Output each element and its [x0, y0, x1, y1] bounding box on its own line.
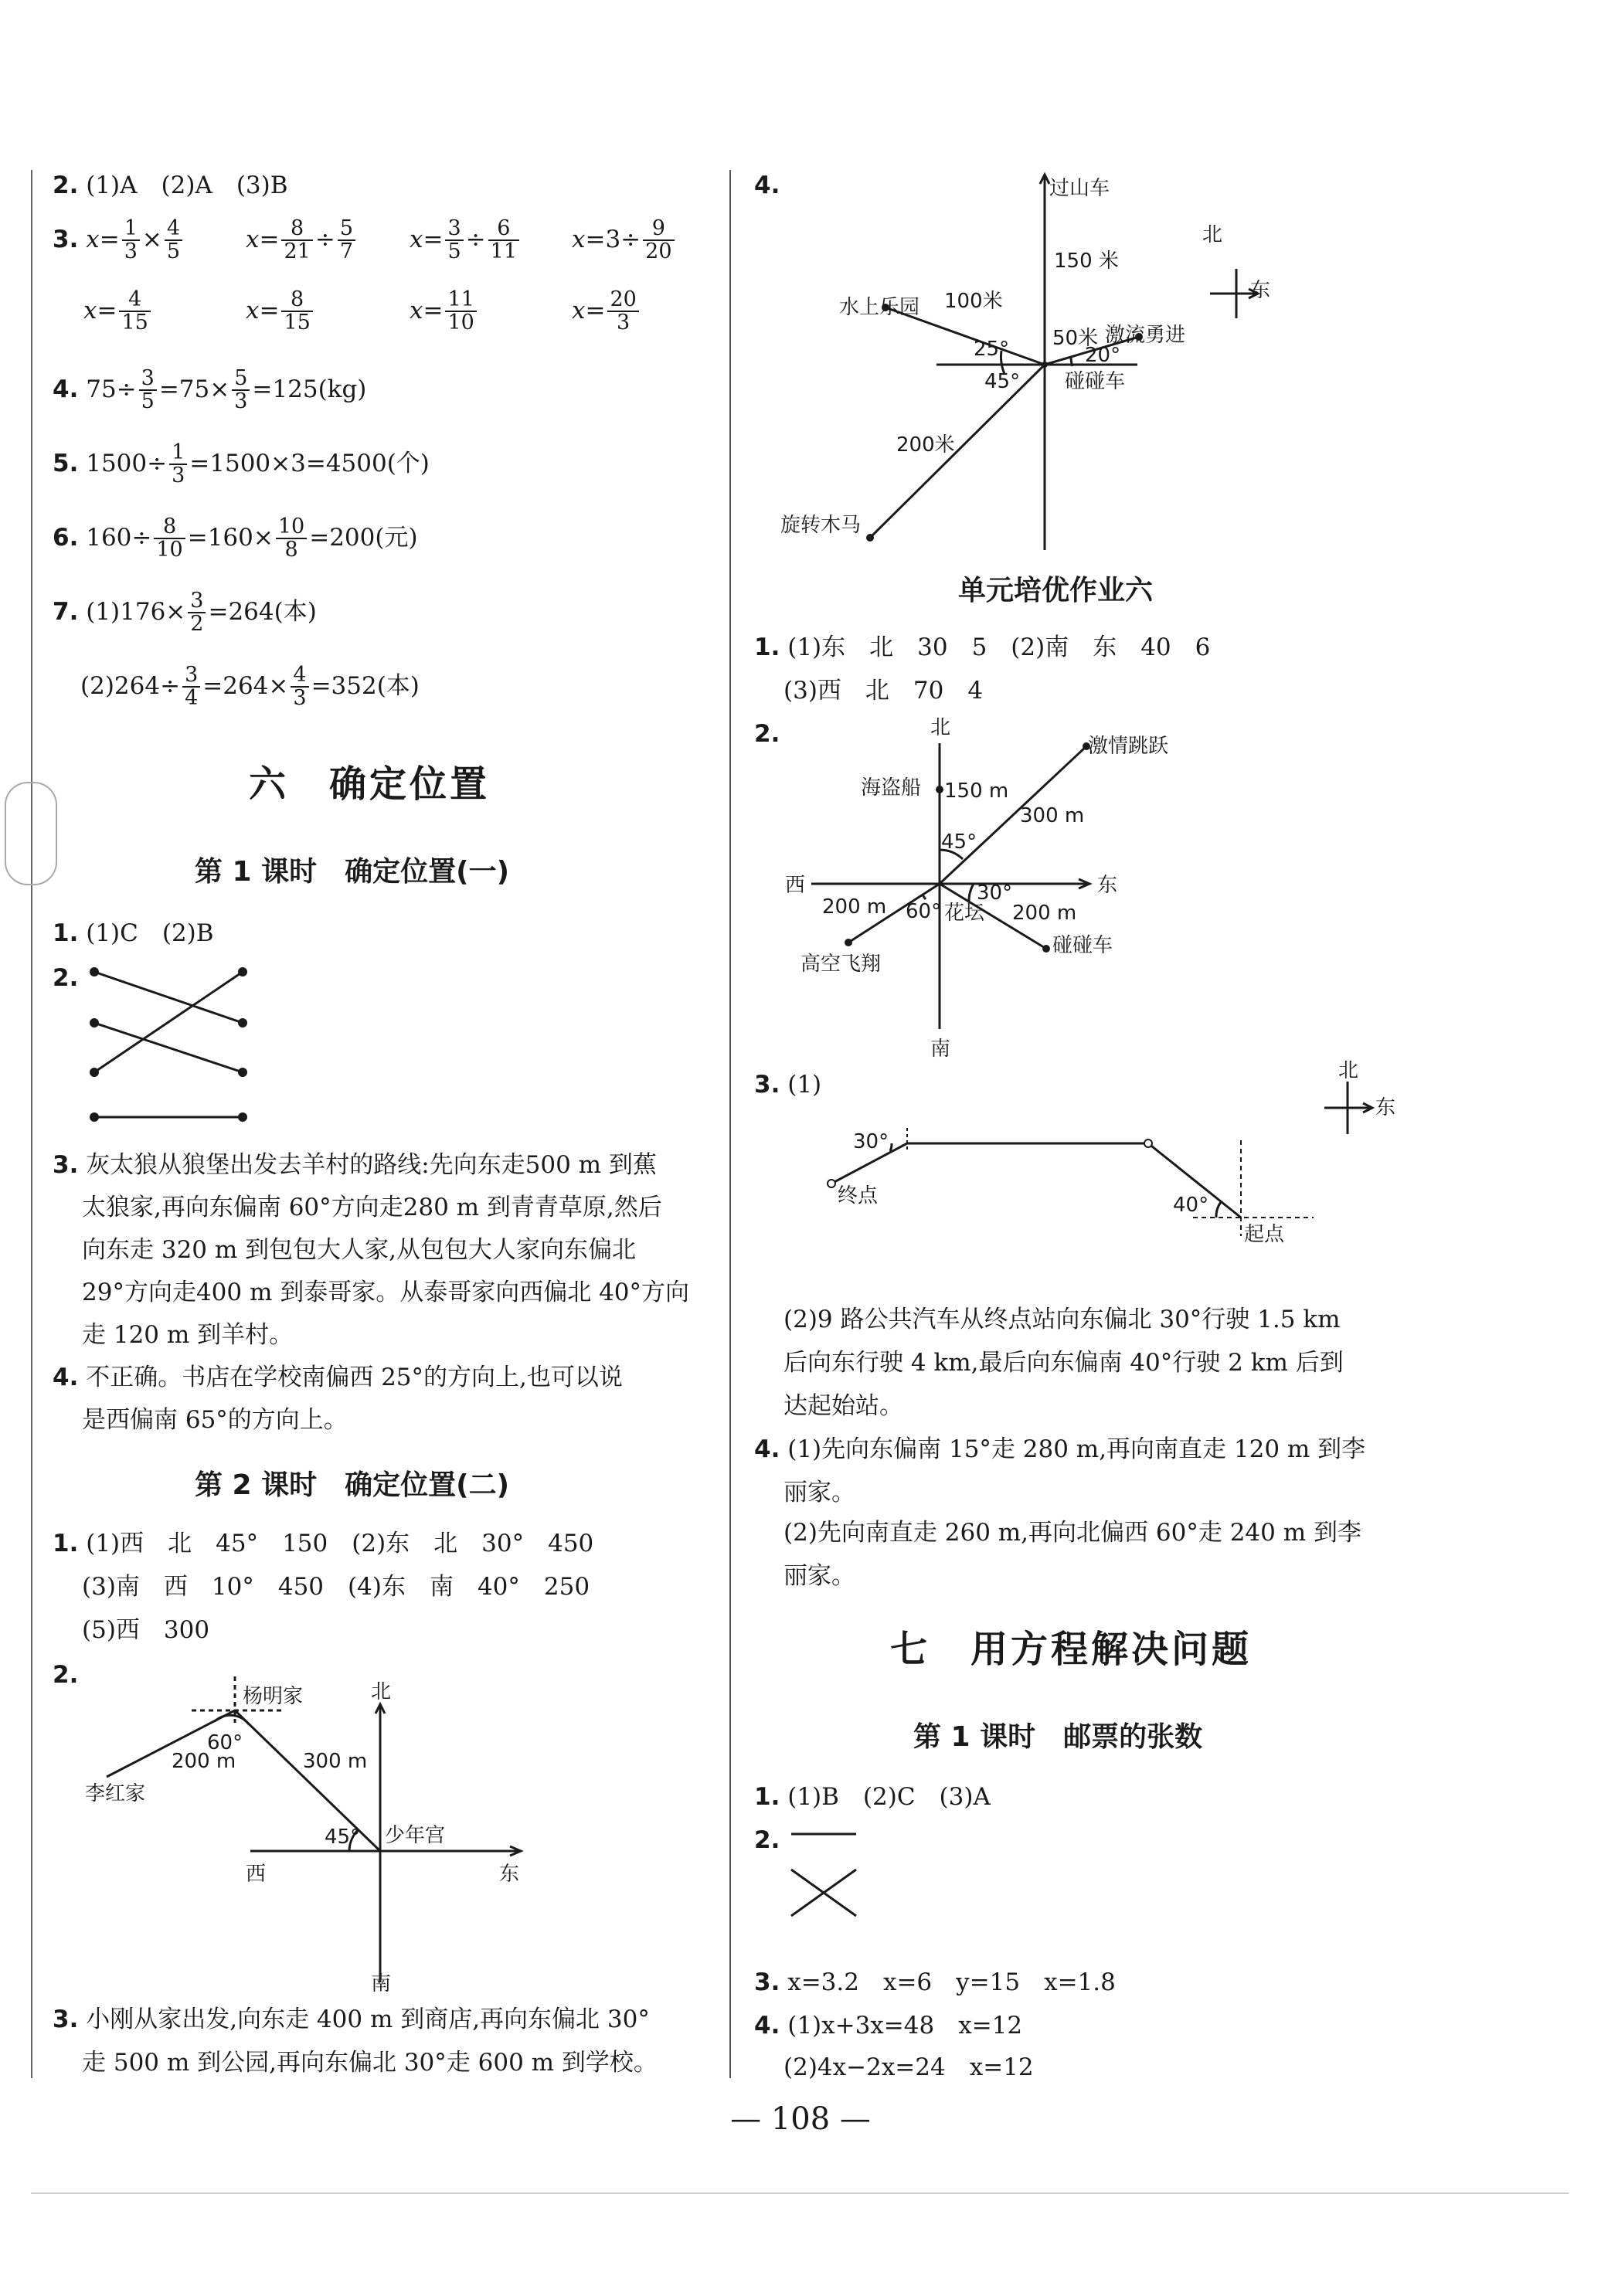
question-3-row2-d: x= $\frac{20}{3}$ — [572, 289, 641, 335]
label-north: 北 — [1338, 1059, 1359, 1082]
unit-question-3: 3. (1) — [754, 1071, 822, 1099]
question-3-row1-b: x= $\frac{8}{21}$ ÷ $\frac{5}{7}$ — [246, 218, 358, 263]
question-4-right: 4. — [754, 172, 780, 199]
label-150m: 150 米 — [1054, 250, 1119, 273]
label-300m: 300 m — [1020, 804, 1085, 827]
fraction: $\frac{9}{20}$ — [643, 218, 674, 263]
question-3-row2-b: x= $\frac{8}{15}$ — [246, 289, 315, 335]
match-line — [94, 972, 243, 1023]
l1-question-2: 2. — [53, 964, 79, 992]
lesson-2-title: 第 2 课时 确定位置(二) — [195, 1469, 510, 1501]
label-sky-flight: 高空飞翔 — [800, 953, 882, 976]
label-north: 北 — [1202, 223, 1223, 246]
match-dot — [90, 967, 99, 976]
fraction: $\frac{5}{7}$ — [338, 218, 355, 263]
label-yangming-home: 杨明家 — [243, 1685, 304, 1708]
fraction: $\frac{8}{10}$ — [154, 516, 185, 562]
label-east: 东 — [499, 1863, 520, 1886]
bus-route-diagram — [804, 1059, 1437, 1252]
column-divider — [729, 170, 731, 2078]
stamp-question-3: 3. x=3.2 x=6 y=15 x=1.8 — [754, 1968, 1116, 1996]
question-3-row2-a: x= $\frac{4}{15}$ — [83, 289, 153, 335]
label-bumper-cars: 碰碰车 — [1052, 934, 1113, 957]
fraction: $\frac{3}{2}$ — [188, 590, 206, 636]
label-200m: 200 m — [172, 1750, 236, 1773]
label-passion-jump: 激情跳跃 — [1088, 735, 1169, 758]
label-100m: 100米 — [944, 290, 1003, 313]
label-angle-60: 60° — [906, 900, 942, 923]
label-lihong-home: 李红家 — [85, 1782, 146, 1805]
fraction: $\frac{11}{10}$ — [445, 289, 476, 335]
label-pirate-ship: 海盗船 — [861, 776, 922, 800]
label-angle-20: 20° — [1085, 344, 1121, 367]
question-3-row1-c: x= $\frac{3}{5}$ ÷ $\frac{6}{11}$ — [410, 218, 522, 263]
unit-6-title: 单元培优作业六 — [958, 575, 1154, 606]
label-west: 西 — [246, 1863, 267, 1886]
label-150m: 150 m — [944, 779, 1009, 803]
fraction: $\frac{8}{21}$ — [281, 218, 312, 263]
question-7-part2: (2)264÷ $\frac{3}{4}$ =264× $\frac{4}{3}$ =352(本) — [80, 663, 420, 711]
match-dot — [238, 1112, 247, 1122]
match-dot — [90, 1018, 99, 1027]
label-angle-30: 30° — [977, 881, 1013, 905]
label-50m: 50米 — [1052, 327, 1099, 350]
label-300m: 300 m — [303, 1750, 368, 1773]
fraction: $\frac{3}{5}$ — [139, 368, 157, 413]
unit-question-2: 2. — [754, 720, 780, 748]
label-east: 东 — [1250, 279, 1271, 302]
footer-rule — [31, 2192, 1569, 2194]
yangming-diagram — [77, 1676, 541, 2001]
fraction: $\frac{5}{3}$ — [232, 368, 250, 413]
label-angle-60: 60° — [207, 1731, 243, 1754]
question-5: 5. 1500÷ $\frac{1}{3}$ =1500×3=4500(个) — [53, 440, 430, 488]
page-number: — 108 — — [730, 2101, 871, 2137]
question-7-part1: 7. (1)176× $\frac{3}{2}$ =264(本) — [53, 589, 317, 637]
question-3-row1-d: x=3÷ $\frac{9}{20}$ — [572, 218, 677, 263]
label-carousel: 旋转木马 — [780, 514, 862, 537]
label-angle-45: 45° — [325, 1826, 361, 1849]
fraction: $\frac{1}{3}$ — [169, 442, 187, 487]
lesson-1-title: 第 1 课时 确定位置(一) — [195, 856, 510, 888]
label-east: 东 — [1097, 874, 1118, 897]
question-6: 6. 160÷ $\frac{8}{10}$ =160× $\frac{10}{8}$ =200(元) — [53, 515, 418, 562]
label-start: 起点 — [1244, 1223, 1285, 1246]
fraction: $\frac{20}{3}$ — [607, 289, 638, 335]
left-margin-rule — [31, 170, 32, 2078]
label-200m: 200 m — [822, 895, 887, 919]
l1-question-1: 1. (1)C (2)B — [53, 919, 214, 947]
label-west: 西 — [785, 874, 806, 897]
stamp-question-2: 2. — [754, 1826, 780, 1854]
amusement-park-diagram — [773, 164, 1314, 558]
fraction: $\frac{10}{8}$ — [276, 516, 307, 562]
flower-bed-diagram — [780, 711, 1259, 1066]
question-2: 2. (1)A (2)A (3)B — [53, 172, 288, 199]
stamp-matching-diagram — [785, 1823, 870, 1931]
label-angle-30: 30° — [853, 1130, 889, 1153]
match-dot — [238, 1068, 247, 1077]
match-dot — [90, 1068, 99, 1077]
question-3-row1: 3. x= $\frac{1}{3}$ × $\frac{4}{5}$ — [53, 218, 185, 263]
chapter-6-title: 六 确定位置 — [249, 763, 491, 806]
match-line — [94, 1023, 243, 1072]
label-angle-25: 25° — [974, 338, 1010, 361]
fraction: $\frac{1}{3}$ — [122, 218, 140, 263]
label-water-park: 水上乐园 — [839, 296, 920, 319]
school-stamp — [5, 782, 57, 885]
fraction: $\frac{4}{3}$ — [291, 664, 308, 710]
match-dot — [238, 1018, 247, 1027]
fraction: $\frac{8}{15}$ — [281, 289, 312, 335]
l2-question-2: 2. — [53, 1661, 79, 1689]
fraction: $\frac{4}{15}$ — [119, 289, 150, 335]
label-east: 东 — [1375, 1096, 1396, 1119]
label-rapids: 激流勇进 — [1105, 324, 1186, 347]
label-angle-45: 45° — [984, 370, 1021, 393]
label-flower-bed: 花坛 — [944, 902, 985, 925]
label-north: 北 — [371, 1680, 392, 1703]
label-south: 南 — [930, 1038, 951, 1061]
label-bumper-cars: 碰碰车 — [1065, 370, 1126, 393]
match-dot — [238, 967, 247, 976]
match-line — [94, 972, 243, 1072]
fraction: $\frac{6}{11}$ — [488, 218, 519, 263]
match-dot — [90, 1112, 99, 1122]
label-south: 南 — [371, 1972, 392, 1995]
fraction: $\frac{4}{5}$ — [165, 218, 182, 263]
label-roller-coaster: 过山车 — [1049, 177, 1110, 200]
lesson-stamps-title: 第 1 课时 邮票的张数 — [913, 1721, 1203, 1753]
matching-lines-diagram — [77, 958, 263, 1128]
label-youth-palace: 少年宫 — [385, 1824, 446, 1847]
label-north: 北 — [930, 716, 951, 739]
label-terminal: 终点 — [838, 1184, 879, 1207]
label-angle-45: 45° — [941, 830, 977, 854]
label-angle-40: 40° — [1173, 1194, 1209, 1217]
label-200m: 200 m — [1012, 902, 1077, 925]
chapter-7-title: 七 用方程解决问题 — [890, 1628, 1253, 1671]
fraction: $\frac{3}{4}$ — [182, 664, 200, 710]
label-200m: 200米 — [896, 433, 955, 457]
question-4: 4. 75÷ $\frac{3}{5}$ =75× $\frac{5}{3}$ =125(kg) — [53, 366, 367, 414]
question-3-row2-c: x= $\frac{11}{10}$ — [410, 289, 479, 335]
stamp-question-1: 1. (1)B (2)C (3)A — [754, 1783, 991, 1811]
fraction: $\frac{3}{5}$ — [445, 218, 463, 263]
